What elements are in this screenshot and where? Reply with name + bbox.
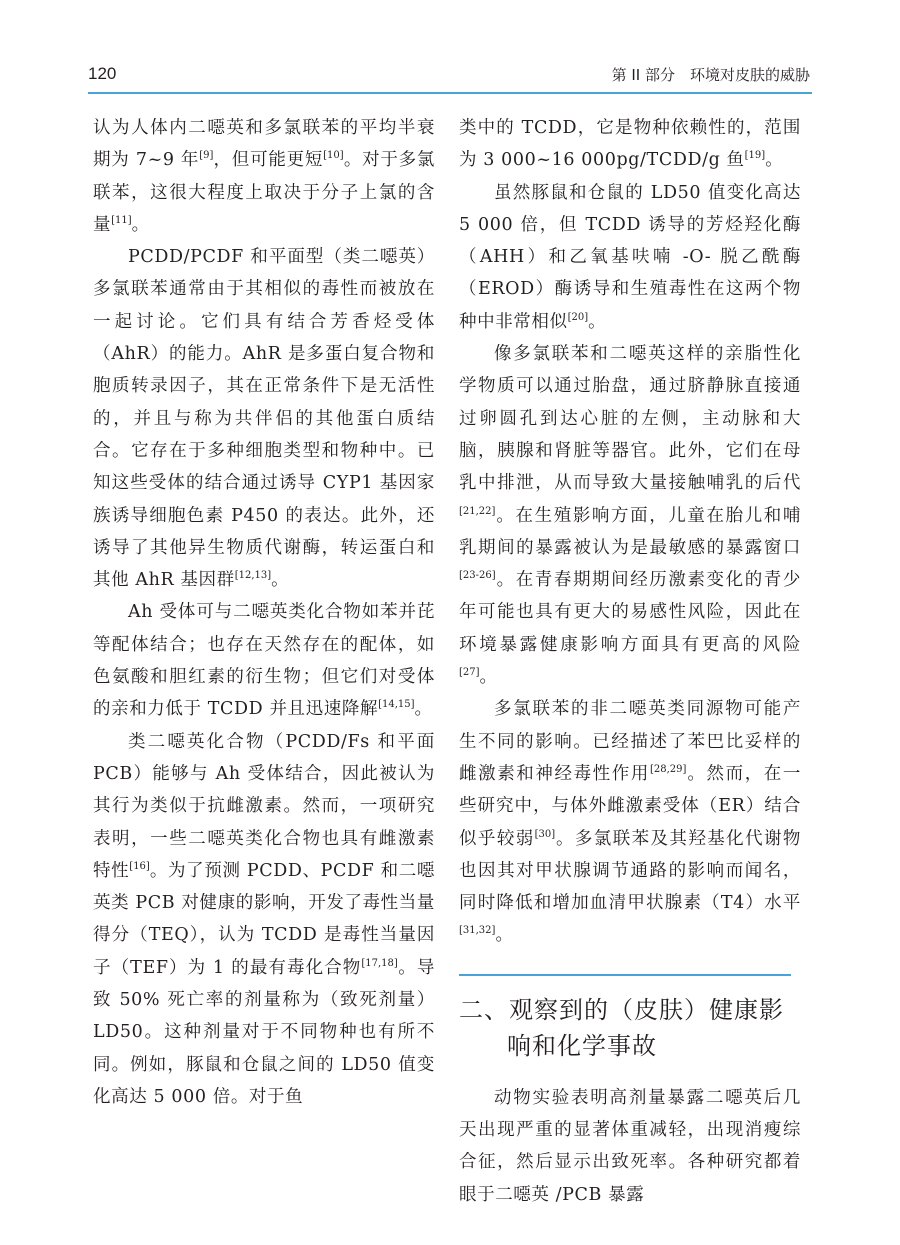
section-heading <box>459 992 801 1064</box>
paragraph: 认为人体内二噁英和多氯联苯的平均半衰期为 7~9 年[9]，但可能更短[10]。对于多氯联苯，这很大程度上取决于分子上氯的含量[11]。 <box>93 118 436 235</box>
citation[interactable]: [27] <box>459 667 480 679</box>
citation[interactable]: [12,13] <box>234 570 272 582</box>
citation[interactable]: [23-26] <box>459 570 496 582</box>
paragraph: 动物实验表明高剂量暴露二噁英后几天出现严重的显著体重减轻，出现消瘦综合征，然后显示出致死率。各种研究都着眼于二噁英 /PCB 暴露 <box>459 1087 801 1205</box>
left-column <box>93 112 435 1113</box>
page-number: 120 <box>88 64 117 83</box>
citation[interactable]: [20] <box>567 311 589 323</box>
running-title: 第 II 部分 环境对皮肤的威胁 <box>611 66 810 84</box>
section-rule <box>459 974 791 976</box>
citation[interactable]: [11] <box>111 214 132 226</box>
citation[interactable]: [9] <box>199 150 214 162</box>
paragraph: PCDD/PCDF 和平面型（类二噁英）多氯联苯通常由于其相似的毒性而被放在一起讨论。它们具有结合芳香烃受体（AhR）的能力。AhR 是多蛋白复合物和胞质转录因子，其在正常条件下是无活性的，并且与称为共伴侣的其他蛋白质结合。它存在于多种细胞类型和物种中。已知这些受体的结合通过诱导 CYP1 基因家族诱导细胞色素 P450 的表达。此外，还诱导了其他异生物质代谢酶，转运蛋白和其他 AhR 基因群[12,13]。 <box>93 247 435 591</box>
citation[interactable]: [30] <box>534 828 556 840</box>
citation[interactable]: [31,32] <box>459 925 496 937</box>
citation[interactable]: [16] <box>129 860 150 872</box>
paragraph: 类中的 TCDD，它是物种依赖性的，范围为 3 000~16 000pg/TCDD/g 鱼[19]。 <box>459 118 801 171</box>
right-column <box>459 112 801 1211</box>
section-title-text: 观察到的（皮肤）健康影响和化学事故 <box>507 995 784 1060</box>
paragraph: 虽然豚鼠和仓鼠的 LD50 值变化高达 5 000 倍，但 TCDD 诱导的芳烃羟化酶（AHH）和乙氧基呋喃 -O- 脱乙酰酶（EROD）酶诱导和生殖毒性在这两个物种中非常相似[20]。 <box>459 182 801 332</box>
paragraph: 像多氯联苯和二噁英这样的亲脂性化学物质可以通过胎盘，通过脐静脉直接通过卵圆孔到达心脏的左侧，主动脉和大脑，胰腺和肾脏等器官。此外，它们在母乳中排泄，从而导致大量接触哺乳的后代[21,22]。在生殖影响方面，儿童在胎儿和哺乳期间的暴露被认为是最敏感的暴露窗口[23-26]。在青春期期间经历激素变化的青少年可能也具有更大的易感性风险，因此在环境暴露健康影响方面具有更高的风险[27]。 <box>459 344 801 688</box>
citation[interactable]: [17,18] <box>361 957 398 969</box>
citation[interactable]: [10] <box>323 150 344 162</box>
paragraph: 多氯联苯的非二噁英类同源物可能产生不同的影响。已经描述了苯巴比妥样的雌激素和神经毒性作用[28,29]。然而，在一些研究中，与体外雌激素受体（ER）结合似乎较弱[30]。多氯联苯及其羟基化代谢物也因其对甲状腺调节通路的影响而闻名，同时降低和增加血清甲状腺素（T4）水平[31,32]。 <box>459 699 802 946</box>
header-rule <box>88 92 812 94</box>
paragraph: Ah 受体可与二噁英类化合物如苯并芘等配体结合；也存在天然存在的配体，如色氨酸和胆红素的衍生物；但它们对受体的亲和力低于 TCDD 并且迅速降解[14,15]。 <box>93 602 435 720</box>
section-number: 二、 <box>459 995 509 1024</box>
paragraph: 类二噁英化合物（PCDD/Fs 和平面 PCB）能够与 Ah 受体结合，因此被认为其行为类似于抗雌激素。然而，一项研究表明，一些二噁英类化合物也具有雌激素特性[16]。为了预测 PCDD、PCDF 和二噁英类 PCB 对健康的影响，开发了毒性当量得分（TEQ），认为 TCDD 是毒性当量因子（TEF）为 1 的最有毒化合物[17,18]。导致 50% 死亡率的剂量称为（致死剂量）LD50。这种剂量对于不同物种也有所不同。例如，豚鼠和仓鼠之间的 LD50 值变化高达 5 000 倍。对于鱼 <box>93 731 435 1107</box>
citation[interactable]: [14,15] <box>378 699 415 711</box>
page-header <box>88 58 812 88</box>
citation[interactable]: [21,22] <box>459 505 496 517</box>
citation[interactable]: [28,29] <box>649 763 687 775</box>
citation[interactable]: [19] <box>744 150 766 162</box>
